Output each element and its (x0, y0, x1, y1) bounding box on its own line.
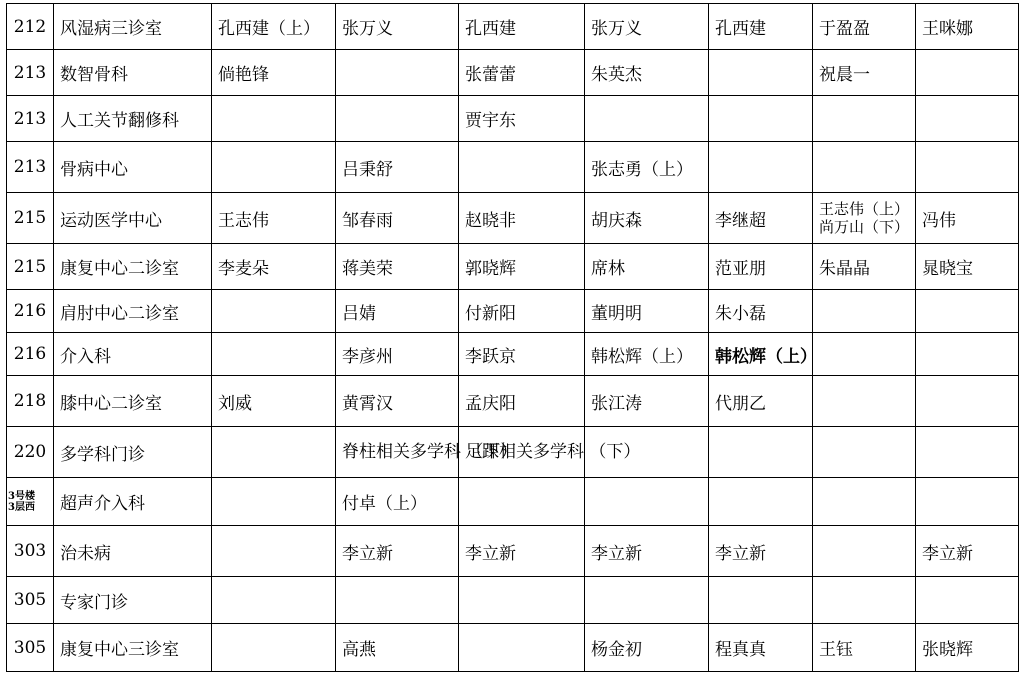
doctor-cell: 脊柱相关多学科 （下） (336, 427, 459, 478)
doctor-cell-two-line: 王志伟（上） 尚万山（下） (819, 200, 910, 236)
doctor-cell (916, 376, 1019, 427)
doctor-cell (709, 427, 813, 478)
department-name: 治未病 (54, 526, 212, 577)
doctor-cell: 朱英杰 (585, 50, 709, 96)
doctor-cell (212, 526, 336, 577)
doctor-cell (212, 478, 336, 526)
schedule-body (7, 4, 1019, 672)
department-name: 膝中心二诊室 (54, 376, 212, 427)
department-name: 专家门诊 (54, 577, 212, 624)
doctor-cell: 刘威 (212, 376, 336, 427)
table-row (7, 50, 1019, 96)
doctor-cell (212, 142, 336, 193)
doctor-cell: 朱晶晶 (813, 244, 916, 290)
doctor-cell (813, 577, 916, 624)
doctor-cell (916, 96, 1019, 142)
doctor-cell: 程真真 (709, 624, 813, 672)
doctor-cell: 杨金初 (585, 624, 709, 672)
doctor-cell: 王志伟 (212, 193, 336, 244)
doctor-cell (585, 577, 709, 624)
doctor-cell (916, 290, 1019, 333)
room-number: 213 (7, 142, 54, 193)
doctor-cell: 李麦朵 (212, 244, 336, 290)
doctor-cell (212, 333, 336, 376)
doctor-cell (336, 96, 459, 142)
doctor-cell (916, 333, 1019, 376)
doctor-cell: 黄霄汉 (336, 376, 459, 427)
room-number: 220 (7, 427, 54, 478)
doctor-cell: 孔西建 (459, 4, 585, 50)
table-row (7, 526, 1019, 577)
doctor-cell: 李继超 (709, 193, 813, 244)
doctor-cell: 李立新 (709, 526, 813, 577)
doctor-cell (459, 478, 585, 526)
doctor-cell: 付卓（上） (336, 478, 459, 526)
table-row (7, 624, 1019, 672)
doctor-cell: 李立新 (585, 526, 709, 577)
table-row (7, 577, 1019, 624)
doctor-cell (459, 624, 585, 672)
room-number-text: 3号楼 3层西 (8, 490, 35, 513)
doctor-cell: 代朋乙 (709, 376, 813, 427)
doctor-cell (585, 478, 709, 526)
room-number: 215 (7, 244, 54, 290)
doctor-cell: 祝晨一 (813, 50, 916, 96)
doctor-cell (212, 290, 336, 333)
doctor-cell (212, 577, 336, 624)
doctor-cell: 贾宇东 (459, 96, 585, 142)
doctor-cell: 孟庆阳 (459, 376, 585, 427)
table-row (7, 290, 1019, 333)
room-number: 212 (7, 4, 54, 50)
doctor-cell (813, 478, 916, 526)
doctor-cell: 朱小磊 (709, 290, 813, 333)
doctor-cell: 张志勇（上） (585, 142, 709, 193)
department-name: 肩肘中心二诊室 (54, 290, 212, 333)
doctor-cell: 韩松辉（上） (585, 333, 709, 376)
department-name: 风湿病三诊室 (54, 4, 212, 50)
doctor-cell (709, 50, 813, 96)
doctor-cell: 张蕾蕾 (459, 50, 585, 96)
doctor-cell (336, 50, 459, 96)
doctor-cell: 王钰 (813, 624, 916, 672)
doctor-cell (813, 290, 916, 333)
doctor-cell: 邹春雨 (336, 193, 459, 244)
table-row (7, 427, 1019, 478)
doctor-cell (336, 577, 459, 624)
doctor-cell (916, 50, 1019, 96)
table-row (7, 96, 1019, 142)
department-name: 人工关节翻修科 (54, 96, 212, 142)
table-row (7, 142, 1019, 193)
doctor-cell: 蒋美荣 (336, 244, 459, 290)
doctor-cell (709, 478, 813, 526)
doctor-cell: 孔西建（上） (212, 4, 336, 50)
doctor-cell: 高燕 (336, 624, 459, 672)
doctor-cell (813, 526, 916, 577)
room-number: 216 (7, 290, 54, 333)
doctor-cell (709, 142, 813, 193)
department-name: 康复中心三诊室 (54, 624, 212, 672)
doctor-cell (212, 624, 336, 672)
doctor-cell: 李跃京 (459, 333, 585, 376)
doctor-cell (585, 96, 709, 142)
doctor-cell (459, 142, 585, 193)
clinic-schedule-table (6, 3, 1019, 672)
doctor-cell: 董明明 (585, 290, 709, 333)
doctor-cell: 席林 (585, 244, 709, 290)
department-name: 介入科 (54, 333, 212, 376)
doctor-cell: 郭晓辉 (459, 244, 585, 290)
doctor-cell: 张晓辉 (916, 624, 1019, 672)
room-number: 218 (7, 376, 54, 427)
department-name: 超声介入科 (54, 478, 212, 526)
doctor-cell (709, 96, 813, 142)
doctor-cell: 孔西建 (709, 4, 813, 50)
doctor-cell (709, 577, 813, 624)
room-number: 305 (7, 624, 54, 672)
doctor-cell: 张江涛 (585, 376, 709, 427)
doctor-cell (459, 577, 585, 624)
doctor-cell: 王咪娜 (916, 4, 1019, 50)
doctor-cell (916, 427, 1019, 478)
doctor-cell (813, 193, 916, 244)
doctor-cell (813, 333, 916, 376)
doctor-cell: 胡庆森 (585, 193, 709, 244)
doctor-cell: 晁晓宝 (916, 244, 1019, 290)
doctor-cell: 付新阳 (459, 290, 585, 333)
department-name: 数智骨科 (54, 50, 212, 96)
room-number (7, 478, 54, 526)
department-name: 康复中心二诊室 (54, 244, 212, 290)
room-number: 216 (7, 333, 54, 376)
doctor-cell: 张万义 (585, 4, 709, 50)
table-row (7, 4, 1019, 50)
doctor-cell: 赵晓非 (459, 193, 585, 244)
room-number: 213 (7, 96, 54, 142)
doctor-cell (813, 427, 916, 478)
doctor-cell: 李立新 (336, 526, 459, 577)
doctor-cell: 吕秉舒 (336, 142, 459, 193)
doctor-cell: 倘艳锋 (212, 50, 336, 96)
doctor-cell (916, 142, 1019, 193)
doctor-cell (212, 427, 336, 478)
room-number: 213 (7, 50, 54, 96)
doctor-cell (212, 96, 336, 142)
doctor-cell (813, 376, 916, 427)
room-number: 215 (7, 193, 54, 244)
doctor-cell (813, 96, 916, 142)
room-number: 305 (7, 577, 54, 624)
doctor-cell: 韩松辉（上） (709, 333, 813, 376)
doctor-cell: 李立新 (459, 526, 585, 577)
doctor-cell (916, 577, 1019, 624)
doctor-cell: 张万义 (336, 4, 459, 50)
doctor-cell: 吕婧 (336, 290, 459, 333)
table-row (7, 333, 1019, 376)
doctor-cell: 范亚朋 (709, 244, 813, 290)
doctor-cell: 于盈盈 (813, 4, 916, 50)
doctor-cell (813, 142, 916, 193)
doctor-cell (916, 478, 1019, 526)
doctor-cell: 冯伟 (916, 193, 1019, 244)
table-row (7, 376, 1019, 427)
department-name: 骨病中心 (54, 142, 212, 193)
department-name: 多学科门诊 (54, 427, 212, 478)
department-name: 运动医学中心 (54, 193, 212, 244)
table-row (7, 244, 1019, 290)
doctor-cell: 足踝相关多学科 （下） (459, 427, 585, 478)
table-row (7, 193, 1019, 244)
doctor-cell: 李立新 (916, 526, 1019, 577)
room-number: 303 (7, 526, 54, 577)
table-row (7, 478, 1019, 526)
doctor-cell: 李彦州 (336, 333, 459, 376)
